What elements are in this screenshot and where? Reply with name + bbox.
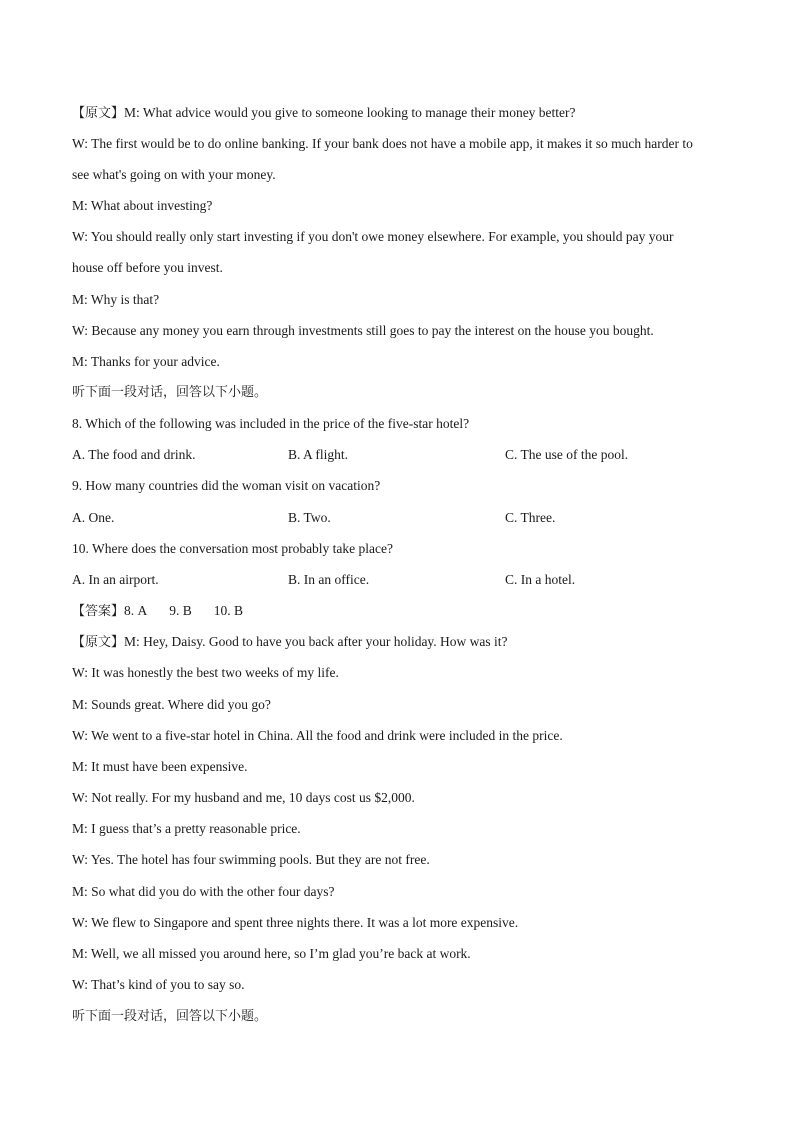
transcript-1-line-4: M: What about investing? <box>72 198 213 213</box>
transcript-1-line-9: M: Thanks for your advice. <box>72 354 220 369</box>
question-9-option-a: A. One. <box>72 510 115 525</box>
transcript-1-line-2: W: The first would be to do online banking. If your bank does not have a mobile app, it makes it so much harder to <box>72 136 693 151</box>
transcript-2-line-9: M: So what did you do with the other four days? <box>72 884 335 899</box>
transcript-2-line-6: W: Not really. For my husband and me, 10 days cost us $2,000. <box>72 790 415 805</box>
transcript-2-line-5: M: It must have been expensive. <box>72 759 248 774</box>
question-8-option-b: B. A flight. <box>288 447 349 462</box>
transcript-2-line-1: 【原文】M: Hey, Daisy. Good to have you back after your holiday. How was it? <box>72 634 508 650</box>
question-8-option-c: C. The use of the pool. <box>505 447 629 462</box>
transcript-2-line-8: W: Yes. The hotel has four swimming pools. But they are not free. <box>72 852 430 867</box>
transcript-2-line-11: M: Well, we all missed you around here, so I’m glad you’re back at work. <box>72 946 471 961</box>
transcript-2-line-3: M: Sounds great. Where did you go? <box>72 697 271 712</box>
original-text-label: 【原文】 <box>72 635 125 650</box>
transcript-2-line-4: W: We went to a five-star hotel in China. All the food and drink were included in the price. <box>72 728 563 743</box>
question-8-stem: 8. Which of the following was included in the price of the five-star hotel? <box>72 416 470 431</box>
question-8-option-a: A. The food and drink. <box>72 447 196 462</box>
transcript-2-line-2: W: It was honestly the best two weeks of my life. <box>72 665 339 680</box>
question-10-option-b: B. In an office. <box>288 572 370 587</box>
transcript-2-line-12: W: That’s kind of you to say so. <box>72 977 245 992</box>
original-text-label: 【原文】 <box>72 106 125 121</box>
listening-instruction-2: 听下面一段对话，回答以下小题。 <box>72 1009 268 1024</box>
answer-item: 9. B <box>169 603 192 618</box>
answer-item: 10. B <box>213 603 244 618</box>
transcript-1-line-5: W: You should really only start investing if you don't owe money elsewhere. For example, you should pay your <box>72 229 674 244</box>
transcript-1-line-8: W: Because any money you earn through investments still goes to pay the interest on the house you bought. <box>72 323 654 338</box>
listening-instruction-1: 听下面一段对话，回答以下小题。 <box>72 385 268 400</box>
transcript-2-line-10: W: We flew to Singapore and spent three nights there. It was a lot more expensive. <box>72 915 519 930</box>
question-9-option-c: C. Three. <box>505 510 556 525</box>
question-10-option-c: C. In a hotel. <box>505 572 576 587</box>
answer-label: 【答案】 <box>72 604 125 619</box>
transcript-2-line-7: M: I guess that’s a pretty reasonable price. <box>72 821 301 836</box>
answer-item: 8. A <box>124 603 148 618</box>
transcript-1-line-3: see what's going on with your money. <box>72 167 276 182</box>
question-9-stem: 9. How many countries did the woman visit on vacation? <box>72 478 381 493</box>
transcript-1-line-7: M: Why is that? <box>72 292 160 307</box>
transcript-1-line-6: house off before you invest. <box>72 260 223 275</box>
question-10-option-a: A. In an airport. <box>72 572 159 587</box>
question-9-option-b: B. Two. <box>288 510 331 525</box>
transcript-1-line-1: 【原文】M: What advice would you give to someone looking to manage their money better? <box>72 105 576 121</box>
answer-key <box>72 602 732 621</box>
question-10-stem: 10. Where does the conversation most probably take place? <box>72 541 394 556</box>
